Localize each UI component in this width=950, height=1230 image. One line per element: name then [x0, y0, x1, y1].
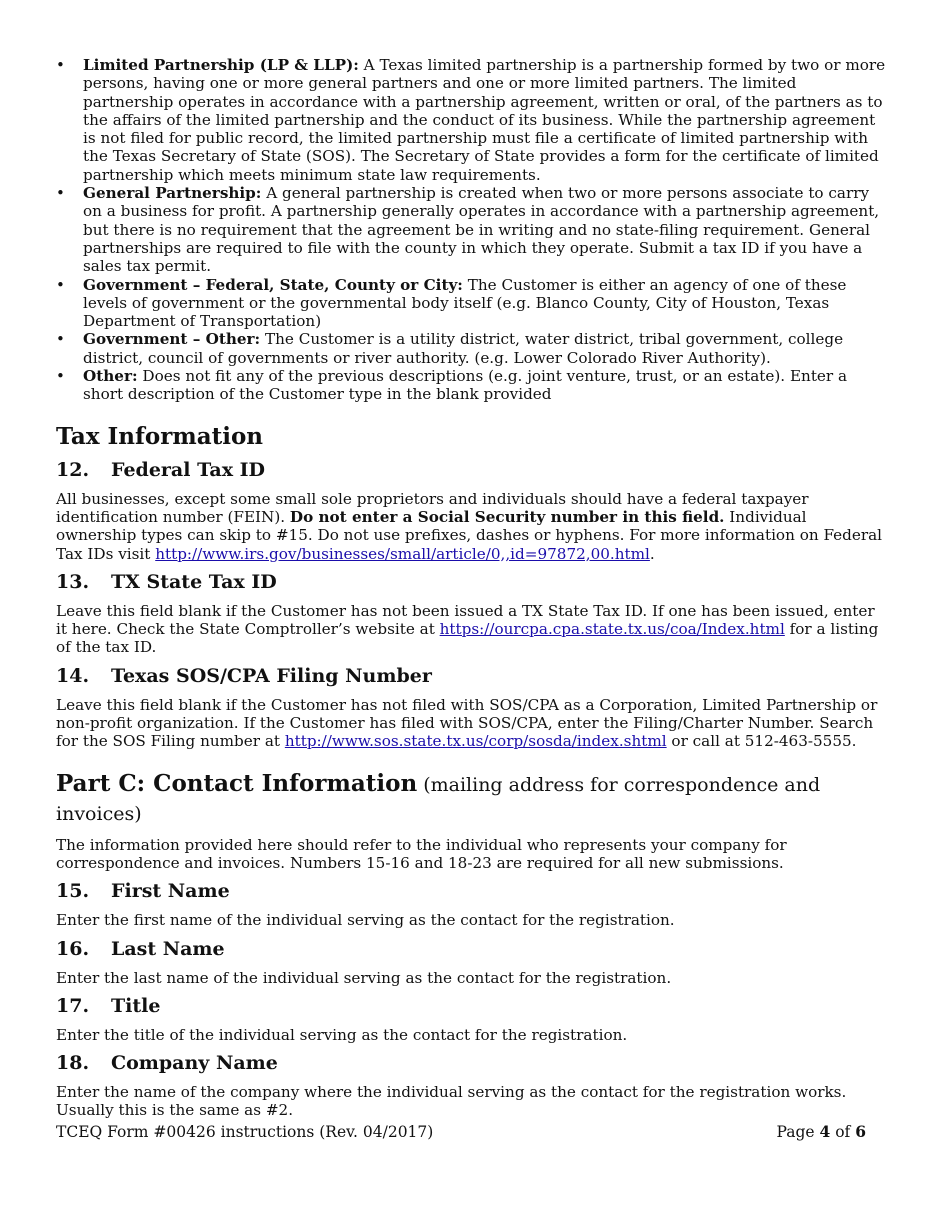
- part-c-title: Part C: Contact Information: [56, 769, 418, 797]
- list-item: [56, 276, 888, 331]
- text-run: Individual ownership types can skip to #15. Do not use prefixes, dashes or hyphens. For more information on Federal Tax IDs visit: [56, 507, 883, 563]
- bullet-text: A general partnership is created when two or more persons associate to carry on a business for profit. A partnership generally operates in accordance with a partnership agreement, but there is no requirement that the agreement be in writing and no state-filing requirement. General partnerships are required to file with the county in which they operate. Submit a tax ID if you have a sales tax permit.: [83, 184, 880, 276]
- item-title: First Name: [111, 880, 230, 903]
- item-title: Texas SOS/CPA Filing Number: [111, 664, 432, 687]
- bullet-text: The Customer is either an agency of one of these levels of government or the governmental body itself (e.g. Blanco County, City of Houston, Texas Department of Transportation): [83, 275, 847, 331]
- list-item: [56, 56, 888, 184]
- item-title: Last Name: [111, 937, 225, 960]
- item-number: 13.: [56, 570, 90, 593]
- list-item: [56, 367, 888, 404]
- list-item: [56, 184, 888, 275]
- bullet-text: The Customer is a utility district, water district, tribal government, college district, council of governments or river authority. (e.g. Lower Colorado River Authority).: [83, 330, 844, 367]
- item-number: 15.: [56, 880, 90, 903]
- tax-information-heading: Tax Information: [56, 422, 264, 450]
- item-number: 16.: [56, 937, 90, 960]
- item-title: Federal Tax ID: [111, 458, 266, 481]
- part-c-intro: The information provided here should refer to the individual who represents your company for correspondence and invoices. Numbers 15-16 and 18-23 are required for all new submissions.: [56, 835, 787, 872]
- page-footer: [56, 1122, 866, 1142]
- item-14-description: [56, 696, 888, 751]
- total-pages: 6: [855, 1122, 866, 1141]
- of-label: of: [830, 1123, 856, 1141]
- item-title: TX State Tax ID: [111, 570, 277, 593]
- item-number: 14.: [56, 664, 90, 687]
- item-number: 17.: [56, 994, 90, 1017]
- bullet-text: A Texas limited partnership is a partnership formed by two or more persons, having one or more general partners and one or more limited partners. The limited partnership operates in accordance with a partnership agreement, written or oral, of the partners as to the affairs of the limited partnership and the conduct of its business. While the partnership agreement is not filed for public record, the limited partnership must file a certificate of limited partnership with the Texas Secretary of State (SOS). The Secretary of State provides a form for the certificate of limited partnership which meets minimum state law requirements.: [83, 56, 886, 184]
- current-page: 4: [819, 1122, 831, 1141]
- item-number: 18.: [56, 1052, 90, 1075]
- item-title: Title: [111, 994, 161, 1017]
- bullet-term: General Partnership:: [83, 184, 262, 203]
- part-c-subtitle: (mailing address for correspondence and invoices): [56, 773, 821, 825]
- bullet-term: Limited Partnership (LP & LLP):: [83, 56, 359, 74]
- part-c-heading: [56, 770, 888, 828]
- item-18-heading: [56, 1051, 888, 1075]
- sos-link[interactable]: http://www.sos.state.tx.us/corp/sosda/index.shtml: [284, 732, 667, 751]
- item-15-heading: [56, 879, 888, 903]
- bullet-text: Does not fit any of the previous descriptions (e.g. joint venture, trust, or an estate). Enter a short description of the Customer type in the blank provided: [83, 367, 848, 404]
- text-run: All businesses, except some small sole proprietors and individuals should have a federal taxpayer identification number (FEIN).: [56, 489, 809, 526]
- bullet-term: Other:: [83, 367, 138, 386]
- item-13-heading: [56, 570, 888, 594]
- item-16-description: Enter the last name of the individual serving as the contact for the registration.: [56, 968, 672, 987]
- irs-link[interactable]: http://www.irs.gov/businesses/small/article/0,,id=97872,00.html: [155, 544, 650, 563]
- text-run: .: [649, 544, 655, 563]
- page-number: [776, 1122, 866, 1142]
- comptroller-link[interactable]: https://ourcpa.cpa.state.tx.us/coa/Index.html: [439, 620, 785, 639]
- item-15-description: Enter the first name of the individual serving as the contact for the registration.: [56, 911, 675, 930]
- text-run: or call at 512-463-5555.: [666, 732, 857, 751]
- text-run: Leave this field blank if the Customer has not filed with SOS/CPA as a Corporation, Limited Partnership or non-profit organization. If the Customer has filed with SOS/CPA, enter the Filing/Charter Number. Search for the SOS Filing number at: [56, 695, 878, 751]
- page-label: Page: [776, 1123, 820, 1141]
- item-17-description: Enter the title of the individual serving as the contact for the registration.: [56, 1025, 628, 1044]
- list-item: [56, 330, 888, 367]
- item-12-heading: [56, 458, 888, 482]
- text-run: Leave this field blank if the Customer has not been issued a TX State Tax ID. If one has been issued, enter it here. Check the State Comptroller’s website at: [56, 601, 875, 639]
- bullet-term: Government – Other:: [83, 330, 261, 349]
- customer-type-list: [56, 56, 888, 404]
- item-14-heading: [56, 664, 888, 688]
- item-17-heading: [56, 994, 888, 1018]
- form-revision: TCEQ Form #00426 instructions (Rev. 04/2017): [56, 1123, 434, 1141]
- item-number: 12.: [56, 458, 90, 481]
- item-13-description: [56, 602, 888, 657]
- ssn-warning: Do not enter a Social Security number in this field.: [289, 507, 725, 526]
- item-16-heading: [56, 937, 888, 961]
- item-12-description: [56, 490, 888, 563]
- item-18-description: Enter the name of the company where the individual serving as the contact for the registration works. Usually this is the same as #2.: [56, 1083, 847, 1120]
- item-title: Company Name: [111, 1052, 278, 1075]
- bullet-term: Government – Federal, State, County or City:: [83, 275, 463, 294]
- text-run: for a listing of the tax ID.: [56, 620, 879, 657]
- document-page: [56, 56, 888, 1120]
